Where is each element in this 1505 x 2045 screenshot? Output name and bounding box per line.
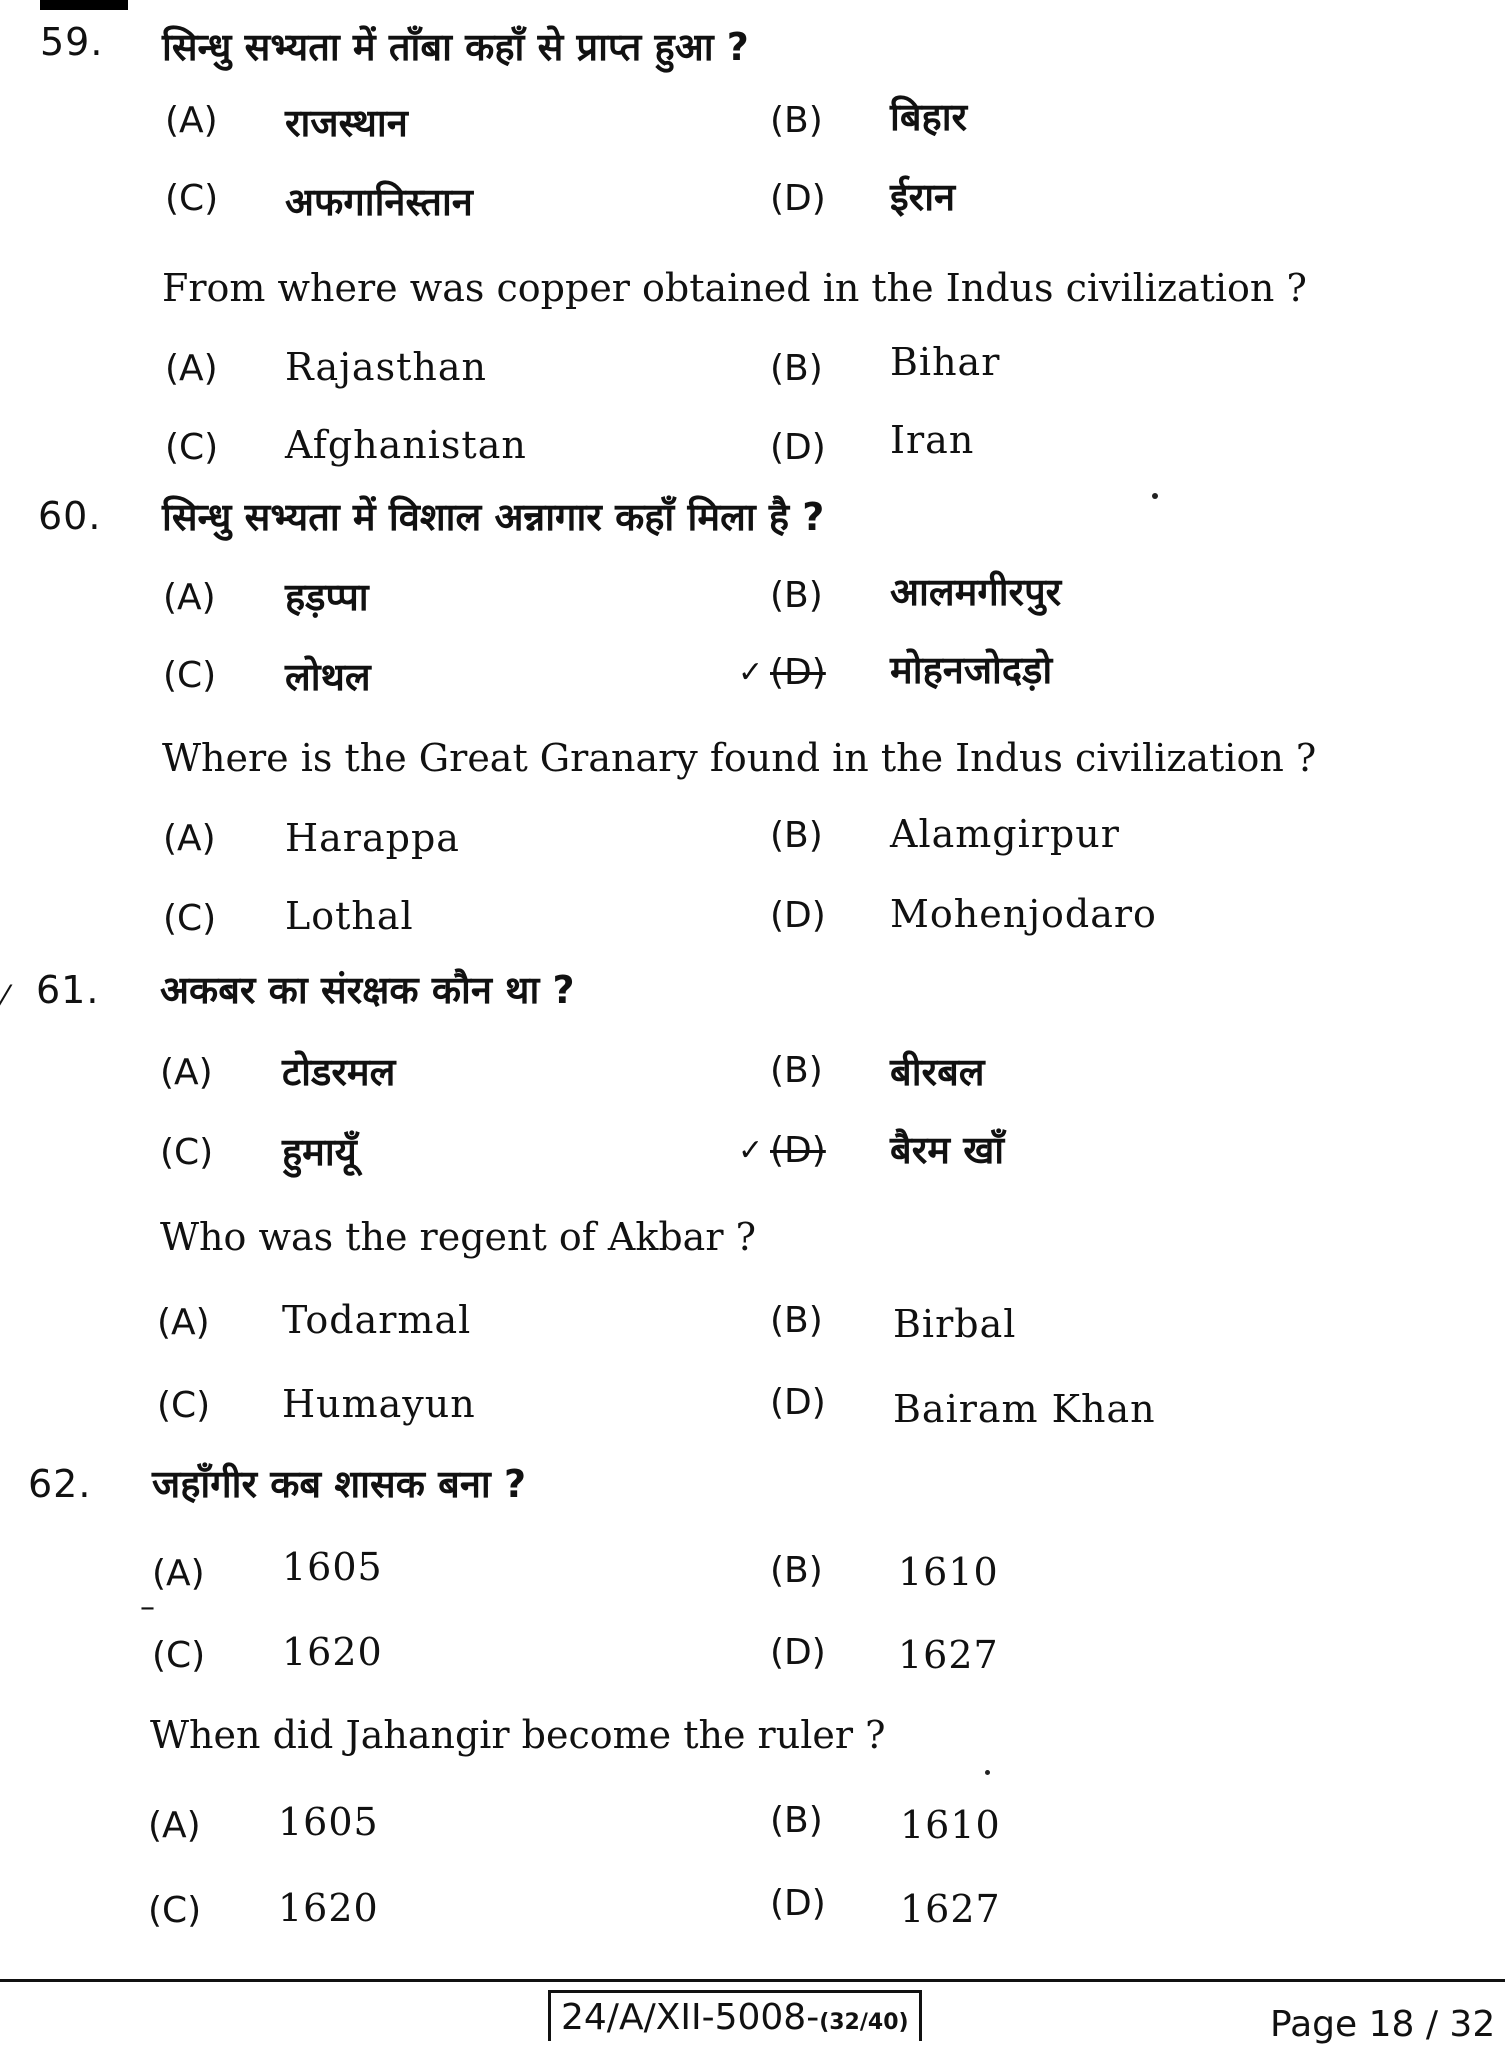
- top-edge-bar: [40, 0, 128, 10]
- option-label: (C): [165, 427, 219, 468]
- option-text: Alamgirpur: [890, 812, 1120, 856]
- option-text: ईरान: [890, 175, 956, 219]
- option-label: (A): [163, 577, 216, 618]
- option-label: (B): [770, 815, 823, 856]
- paper-code-box: [548, 1990, 922, 2041]
- question-text-hindi: सिन्धु सभ्यता में ताँबा कहाँ से प्राप्त हुआ ?: [162, 25, 749, 69]
- option-text: 1620: [282, 1630, 383, 1674]
- option-text: Birbal: [893, 1302, 1017, 1346]
- option-text: राजस्थान: [285, 101, 408, 145]
- question-text-english: Where is the Great Granary found in the Indus civilization ?: [162, 736, 1317, 780]
- option-label: (B): [770, 1800, 823, 1841]
- option-label: (C): [148, 1890, 202, 1931]
- option-text: 1605: [278, 1800, 379, 1844]
- option-label: (D): [770, 1883, 826, 1924]
- option-label: (B): [770, 1050, 823, 1091]
- option-label: (D): [770, 1382, 826, 1423]
- option-label: (D): [770, 1632, 826, 1673]
- option-label: (C): [163, 655, 217, 696]
- option-text: Bairam Khan: [893, 1387, 1156, 1431]
- option-label: (C): [163, 898, 217, 939]
- option-text: अफगानिस्तान: [285, 180, 473, 224]
- question-number: 62.: [28, 1462, 92, 1506]
- option-text: 1610: [900, 1803, 1001, 1847]
- question-number: 61.: [36, 968, 100, 1012]
- question-text-english: Who was the regent of Akbar ?: [160, 1215, 756, 1259]
- option-label: (A): [157, 1302, 210, 1343]
- option-label: (C): [152, 1635, 206, 1676]
- page-number: Page 18 / 32: [1270, 2004, 1496, 2045]
- option-label: (A): [165, 348, 218, 389]
- option-text: 1620: [278, 1886, 379, 1930]
- option-text: बैरम खाँ: [890, 1128, 1005, 1172]
- option-label-marked: (D): [770, 1130, 826, 1171]
- option-label: (C): [157, 1385, 211, 1426]
- question-number: 59.: [40, 20, 104, 64]
- option-label-marked: (D): [770, 652, 826, 693]
- pen-dash-mark: –: [140, 1590, 155, 1625]
- option-text: Lothal: [285, 894, 414, 938]
- footer-rule: [0, 1979, 1505, 1982]
- option-label: (B): [770, 1300, 823, 1341]
- pen-dash-mark: ⁄: [2, 980, 8, 1015]
- option-text: हुमायूँ: [282, 1130, 357, 1174]
- option-text: Afghanistan: [285, 423, 527, 467]
- option-text: Rajasthan: [285, 345, 487, 389]
- answer-tick-icon: ✓: [738, 1133, 764, 1168]
- option-label: (A): [160, 1052, 213, 1093]
- option-label: (C): [165, 178, 219, 219]
- option-label: (B): [770, 1550, 823, 1591]
- option-label: (A): [148, 1805, 201, 1846]
- paper-code: 24/A/XII-5008-: [561, 1997, 820, 2038]
- option-text: Bihar: [890, 340, 1001, 384]
- option-text: Mohenjodaro: [890, 892, 1157, 936]
- option-text: बीरबल: [890, 1050, 985, 1094]
- option-label: (A): [165, 100, 218, 141]
- option-text: 1627: [900, 1887, 1001, 1931]
- option-label: (C): [160, 1132, 214, 1173]
- option-text: Harappa: [285, 816, 460, 860]
- question-number: 60.: [38, 494, 102, 538]
- option-label: (A): [152, 1553, 205, 1594]
- option-label: (D): [770, 427, 826, 468]
- answer-tick-icon: ✓: [738, 655, 764, 690]
- question-text-hindi: सिन्धु सभ्यता में विशाल अन्नागार कहाँ मिला है ?: [162, 495, 825, 539]
- option-text: 1627: [898, 1633, 999, 1677]
- option-text: Iran: [890, 418, 975, 462]
- option-label: (A): [163, 818, 216, 859]
- option-label: (B): [770, 348, 823, 389]
- question-text-english: When did Jahangir become the ruler ?: [150, 1713, 886, 1757]
- option-text: 1610: [898, 1550, 999, 1594]
- option-text: टोडरमल: [282, 1050, 396, 1094]
- ink-speck: [1152, 493, 1158, 499]
- option-label: (B): [770, 100, 823, 141]
- option-text: Todarmal: [282, 1298, 472, 1342]
- option-text: Humayun: [282, 1382, 476, 1426]
- option-text: बिहार: [890, 95, 968, 139]
- option-text: मोहनजोदड़ो: [890, 648, 1053, 692]
- option-text: लोथल: [285, 655, 371, 699]
- option-label: (D): [770, 178, 826, 219]
- question-text-hindi: जहाँगीर कब शासक बना ?: [152, 1462, 527, 1506]
- question-text-hindi: अकबर का संरक्षक कौन था ?: [160, 968, 575, 1012]
- option-label: (D): [770, 895, 826, 936]
- option-label: (B): [770, 575, 823, 616]
- option-text: 1605: [282, 1545, 383, 1589]
- option-text: हड़प्पा: [285, 575, 369, 619]
- ink-speck: [985, 1770, 990, 1775]
- option-text: आलमगीरपुर: [890, 570, 1062, 614]
- paper-code-suffix: (32/40): [819, 2010, 909, 2035]
- question-text-english: From where was copper obtained in the Indus civilization ?: [162, 266, 1307, 310]
